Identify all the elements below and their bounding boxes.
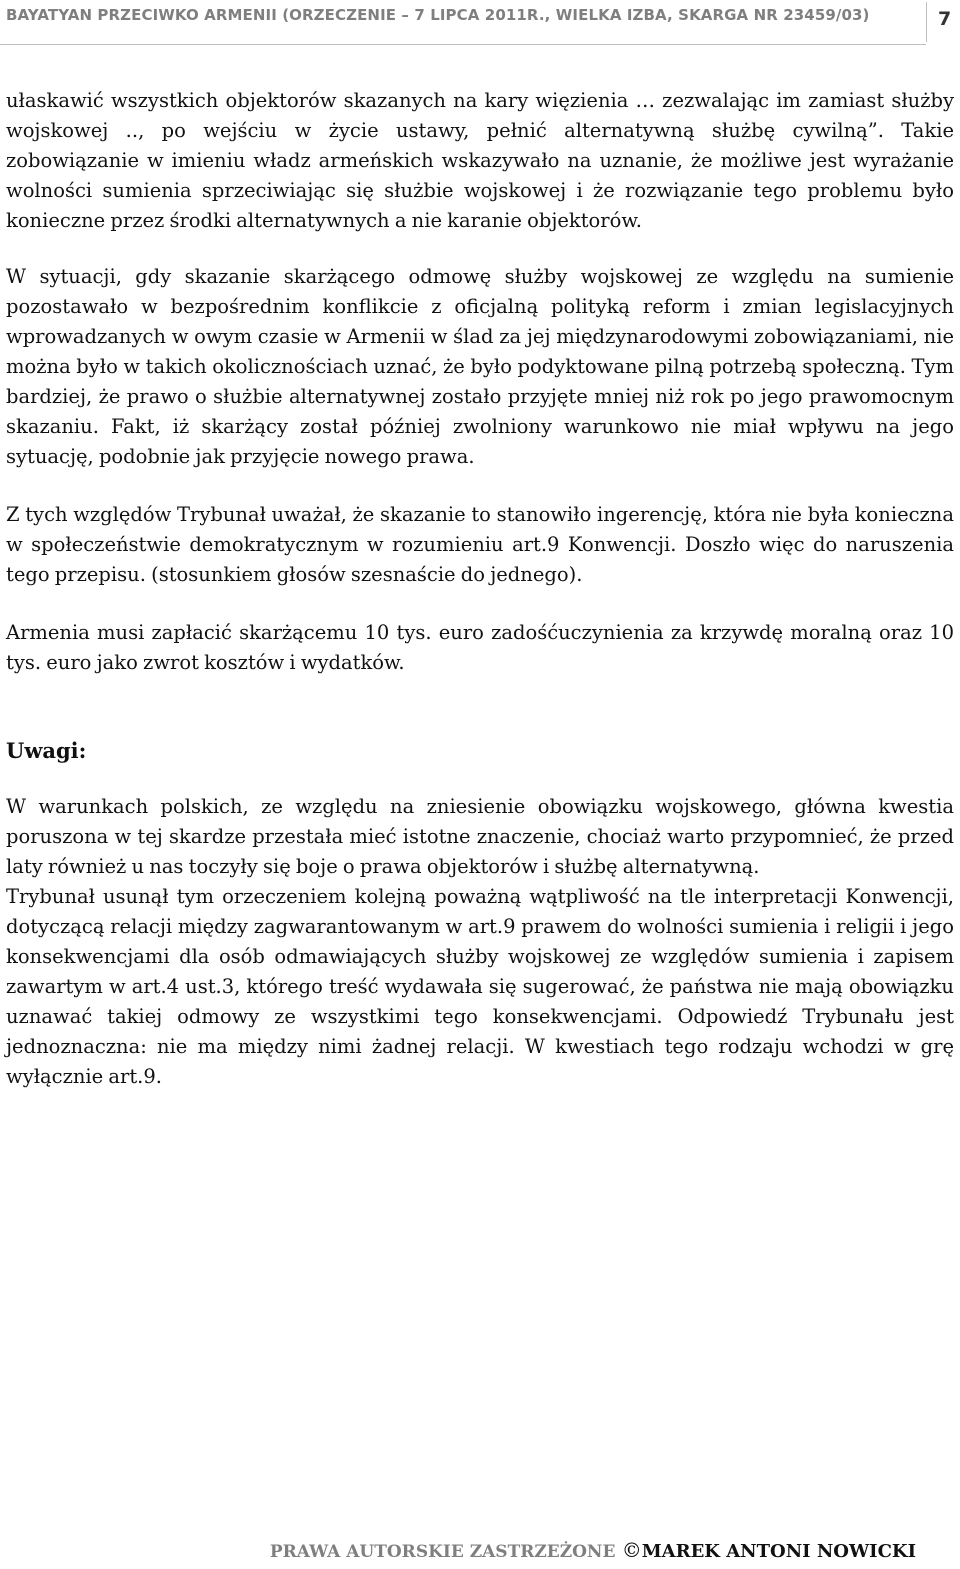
paragraph-compensation: Armenia musi zapłacić skarżącemu 10 tys. euro zadośćuczynienia za krzywdę moralną oraz 10 tys. euro jako zwrot kosztów i wydatków. bbox=[6, 621, 954, 674]
document-body bbox=[6, 86, 954, 1092]
copyright-author: MAREK ANTONI NOWICKI bbox=[641, 1541, 916, 1562]
page-number: 7 bbox=[938, 8, 952, 30]
paragraph-conflict-policy: W sytuacji, gdy skazanie skarżącego odmowę służby wojskowej ze względu na sumienie pozostawało w bezpośrednim konflikcie z oficjalną polityką reform i zmian legislacyjnych wprowadzanych w owym czasie w Armenii w ślad za jej międzynarodowymi zobowiązaniami, nie można było w takich okolicznościach uznać, że było podyktowane pilną potrzebą społeczną. Tym bardziej, że prawo o służbie alternatywnej zostało przyjęte mniej niż rok po jego prawomocnym skazaniu. Fakt, iż skarżący został później zwolniony warunkowo nie miał wpływu na jego sytuację, podobnie jak przyjęcie nowego prawa. bbox=[6, 265, 954, 468]
page-footer bbox=[0, 1538, 916, 1562]
copyright-label: PRAWA AUTORSKIE ZASTRZEŻONE bbox=[269, 1542, 616, 1562]
header-rule bbox=[0, 44, 926, 45]
notes-paragraph-polish-context: W warunkach polskich, ze względu na zniesienie obowiązku wojskowego, główna kwestia poruszona w tej skardze przestała mieć istotne znaczenie, chociaż warto przypomnieć, że przed laty również u nas toczyły się boje o prawa objektorów i służbę alternatywną. bbox=[6, 795, 954, 878]
notes-heading: Uwagi: bbox=[6, 738, 87, 763]
copyright-icon: © bbox=[621, 1538, 642, 1562]
header-divider bbox=[926, 2, 927, 42]
paragraph-court-finding: Z tych względów Trybunał uważał, że skazanie to stanowiło ingerencję, która nie była konieczna w społeczeństwie demokratycznym w rozumieniu art.9 Konwencji. Doszło więc do naruszenia tego przepisu. (stosunkiem głosów szesnaście do jednego). bbox=[6, 503, 954, 586]
page-header bbox=[0, 0, 960, 52]
notes-paragraph-court-interpretation: Trybunał usunął tym orzeczeniem kolejną poważną wątpliwość na tle interpretacji Konwencji, dotyczącą relacji między zagwarantowanym w art.9 prawem do wolności sumienia i religii i jego konsekwencjami dla osób odmawiających służby wojskowej ze względów sumienia i zapisem zawartym w art.4 ust.3, którego treść wydawała się sugerować, że państwa nie mają obowiązku uznawać takiej odmowy ze wszystkimi tego konsekwencjami. Odpowiedź Trybunału jest jednoznaczna: nie ma między nimi żadnej relacji. W kwestiach tego rodzaju wchodzi w grę wyłącznie art.9. bbox=[6, 885, 954, 1088]
header-title: BAYATYAN PRZECIWKO ARMENII (ORZECZENIE – 7 LIPCA 2011R., WIELKA IZBA, SKARGA NR 23459/03) bbox=[6, 6, 870, 24]
paragraph-pardon-commitment: ułaskawić wszystkich objektorów skazanych na kary więzienia … zezwalając im zamiast służby wojskowej .., po wejściu w życie ustawy, pełnić alternatywną służbę cywilną”. Takie zobowiązanie w imieniu władz armeńskich wskazywało na uznanie, że możliwe jest wyrażanie wolności sumienia sprzeciwiając się służbie wojskowej i że rozwiązanie tego problemu było konieczne przez środki alternatywnych a nie karanie objektorów. bbox=[6, 89, 954, 232]
